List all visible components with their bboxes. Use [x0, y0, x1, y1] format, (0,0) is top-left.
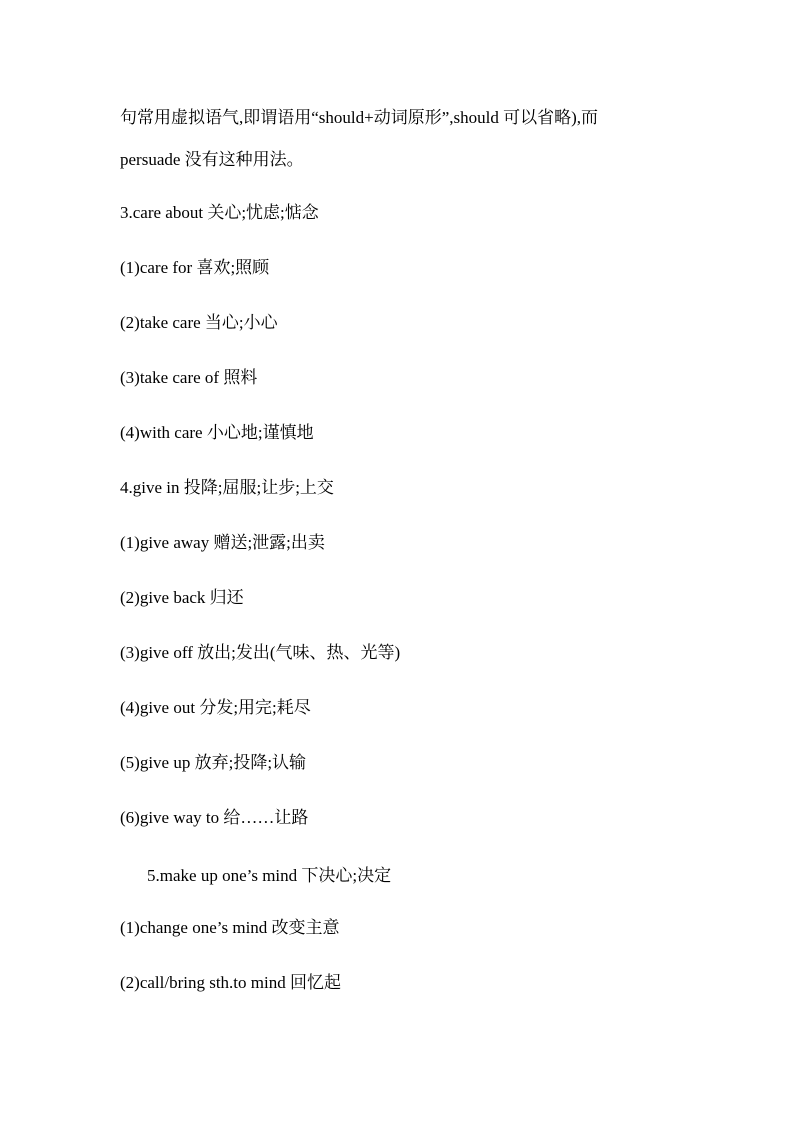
text-line: 3.care about 关心;忧虑;惦念	[120, 203, 319, 222]
text-line: (3)give off 放出;发出(气味、热、光等)	[120, 643, 401, 662]
text-line: (1)change one’s mind 改变主意	[120, 918, 340, 937]
text-line: (2)take care 当心;小心	[120, 313, 278, 332]
text-line: 4.give in 投降;屈服;让步;上交	[120, 478, 334, 497]
text-line: 5.make up one’s mind 下决心;决定	[147, 866, 392, 885]
text-line: (2)call/bring sth.to mind 回忆起	[120, 973, 341, 992]
text-line: (1)give away 赠送;泄露;出卖	[120, 533, 325, 552]
text-line: 句常用虚拟语气,即谓语用“should+动词原形”,should 可以省略),而	[120, 108, 599, 127]
text-line: (6)give way to 给……让路	[120, 808, 309, 827]
text-line: (2)give back 归还	[120, 588, 244, 607]
text-line: (4)give out 分发;用完;耗尽	[120, 698, 311, 717]
text-line: (5)give up 放弃;投降;认输	[120, 753, 307, 772]
text-line: (4)with care 小心地;谨慎地	[120, 423, 314, 442]
text-line: (3)take care of 照料	[120, 368, 258, 387]
text-line: (1)care for 喜欢;照顾	[120, 258, 270, 277]
text-line: persuade 没有这种用法。	[120, 150, 304, 169]
